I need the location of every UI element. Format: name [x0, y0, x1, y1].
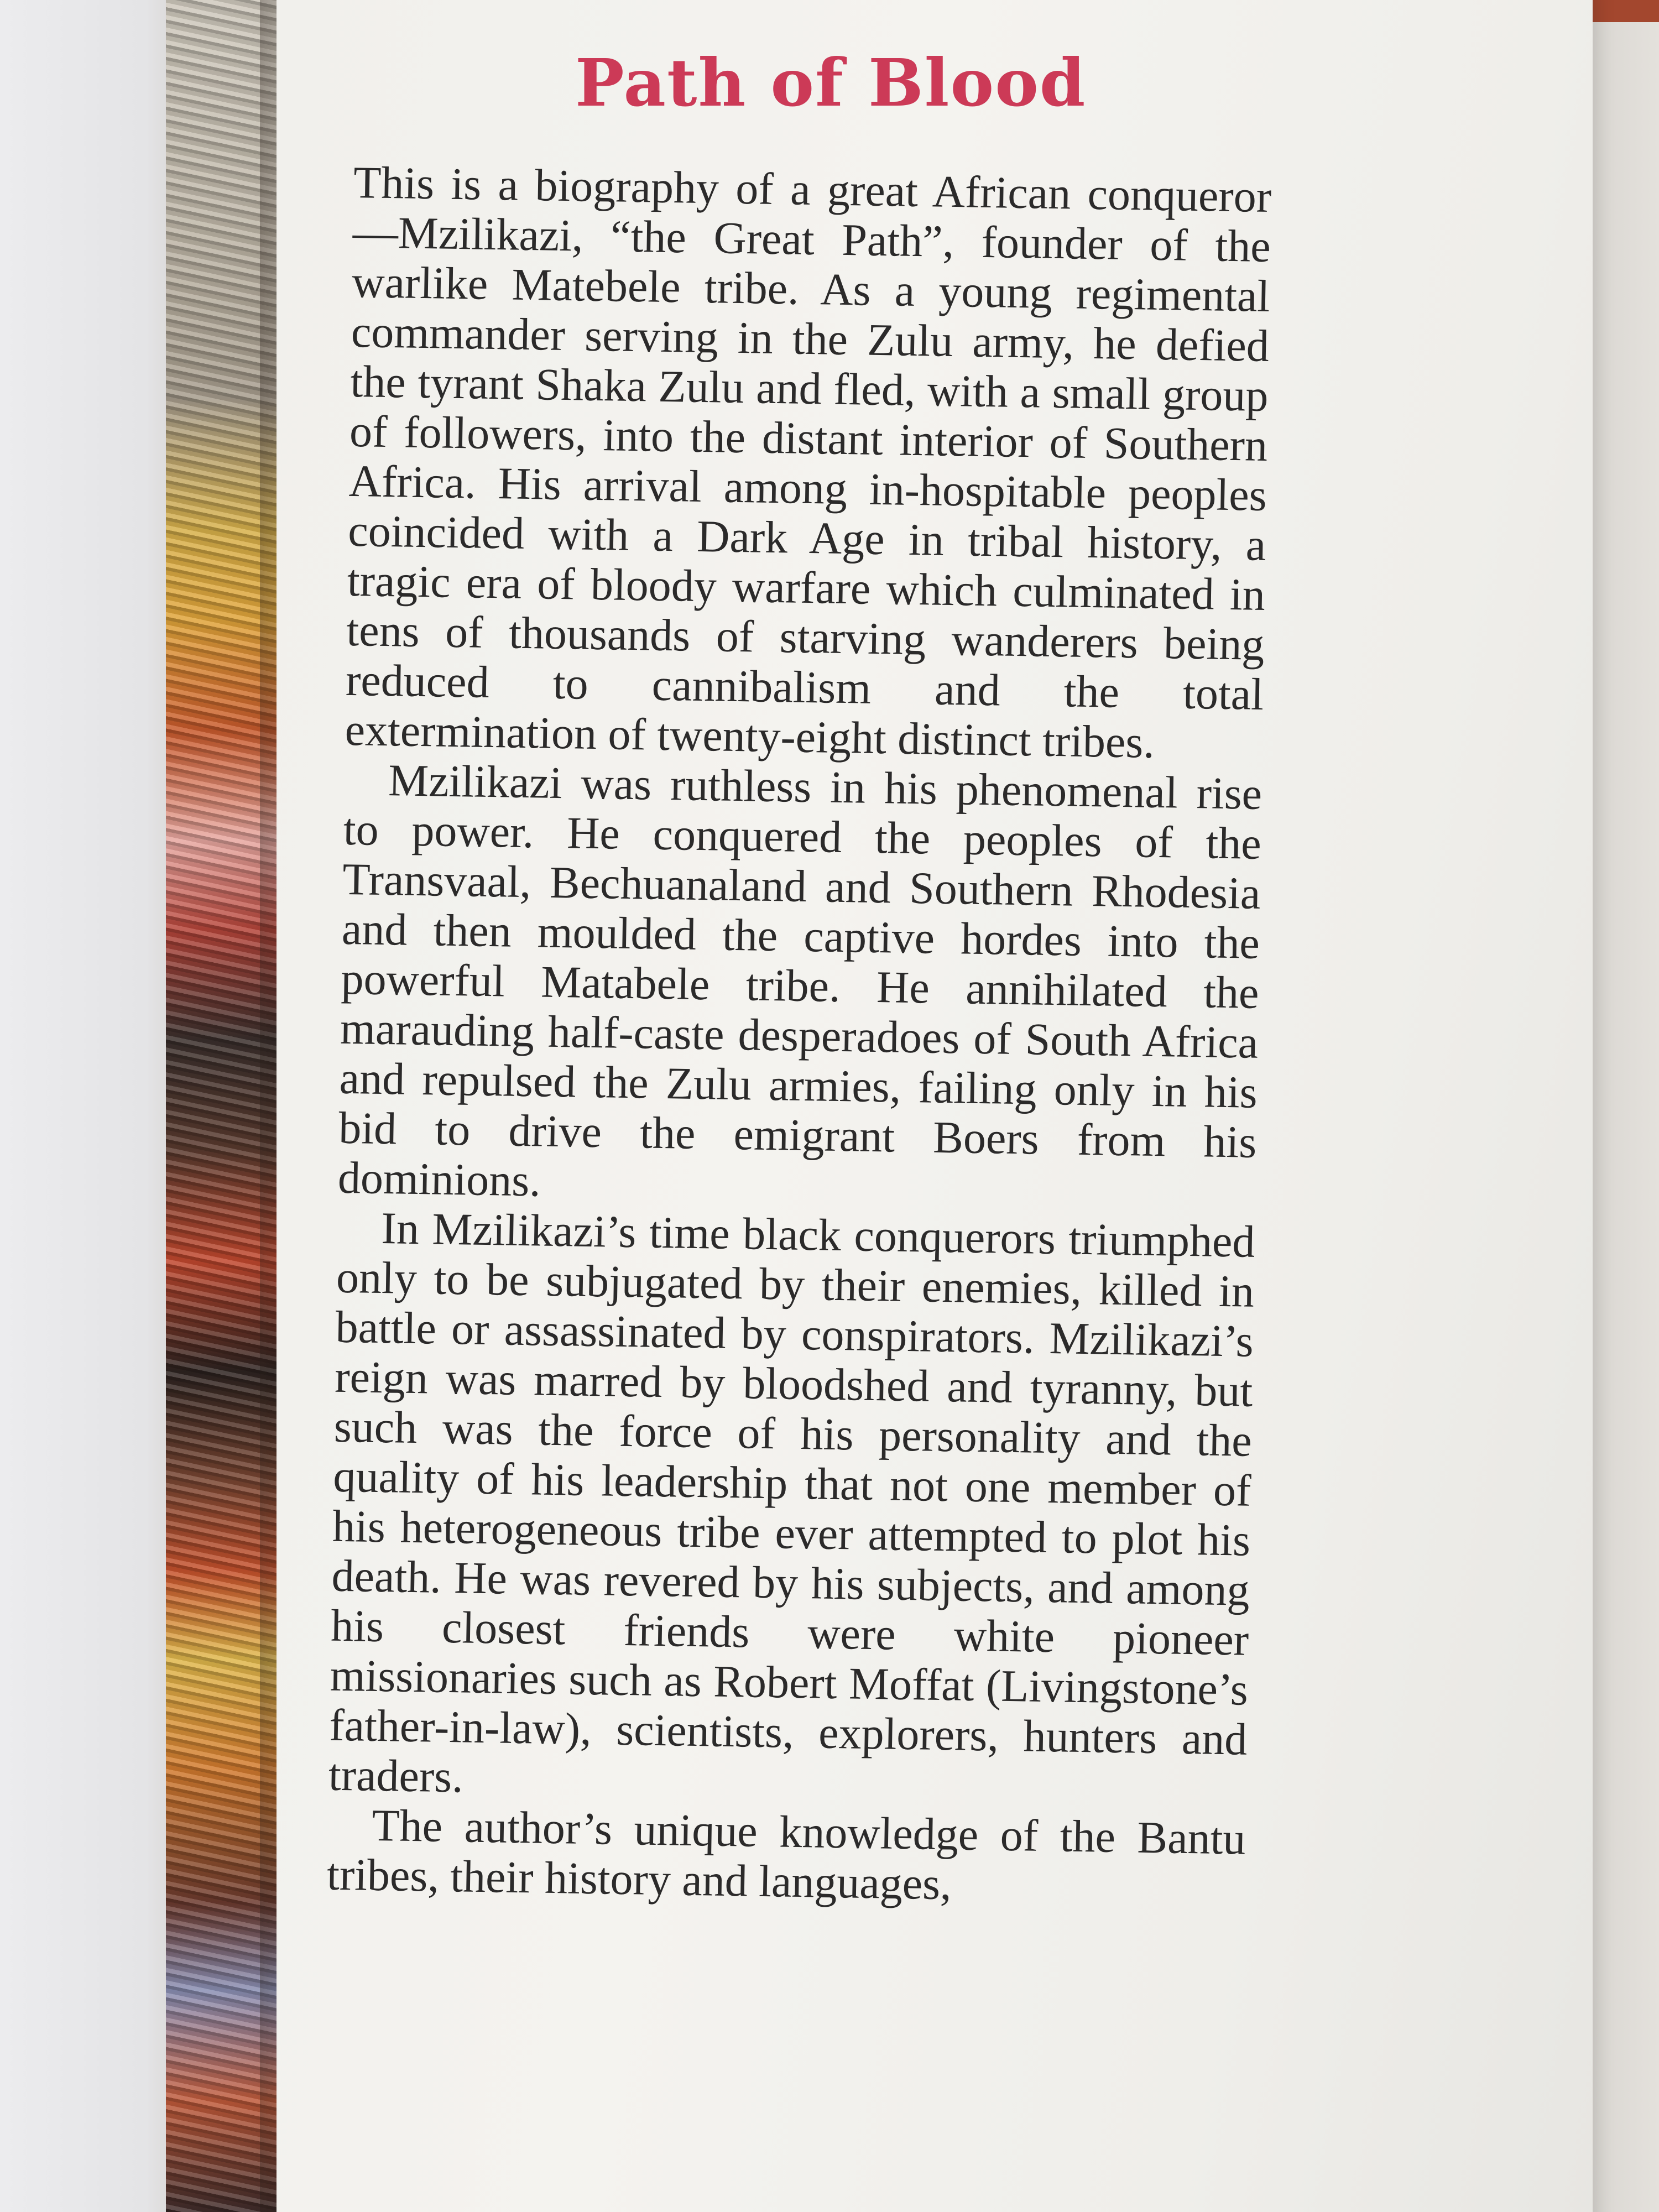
blurb-paragraph-1: This is a biography of a great African conqueror—Mzilikazi, “the Great Path”, founder of the warlike Matebele tribe. As a young regimental commander serving in the Zulu army, he defied the tyrant Shaka Zulu and fled, with a small group of followers, into the distant interior of Southern Africa. His arrival among in-hospitable peoples coincided with a Dark Age in tribal history, a tragic era of bloody warfare which culminated in tens of thousands of starving wanderers being reduced to cannibalism and the total extermination of twenty-eight distinct tribes.: [345, 157, 1272, 768]
blurb-paragraph-4: The author’s unique knowledge of the Bantu tribes, their history and languages,: [326, 1799, 1246, 1910]
blurb-text: [327, 158, 1272, 1914]
background-edge: [1587, 0, 1659, 2212]
book-corner: [1582, 0, 1659, 22]
book-title: Path of Blood: [575, 44, 1087, 121]
blurb-paragraph-3: In Mzilikazi’s time black conquerors triumphed only to be subjugated by their enemies, killed in battle or assassinated by conspirators. Mzilikazi’s reign was marred by bloodshed and tyranny, but such was the force of his personality and the quality of his leadership that not one member of his heterogeneous tribe ever attempted to plot his death. He was revered by his subjects, and among his closest friends were white pioneer missionaries such as Robert Moffat (Livingstone’s father-in-law), scientists, explorers, hunters and traders.: [328, 1203, 1256, 1802]
blurb-paragraph-2: Mzilikazi was ruthless in his phenomenal rise to power. He conquered the peoples of the Transvaal, Bechuanaland and Southern Rhodesia and then moulded the captive hordes into the powerful Matabele tribe. He annihilated the marauding half-caste desperadoes of South Africa and repulsed the Zulu armies, failing only in his bid to drive the emigrant Boers from his dominions.: [337, 755, 1262, 1206]
adjacent-page: [0, 0, 182, 2212]
